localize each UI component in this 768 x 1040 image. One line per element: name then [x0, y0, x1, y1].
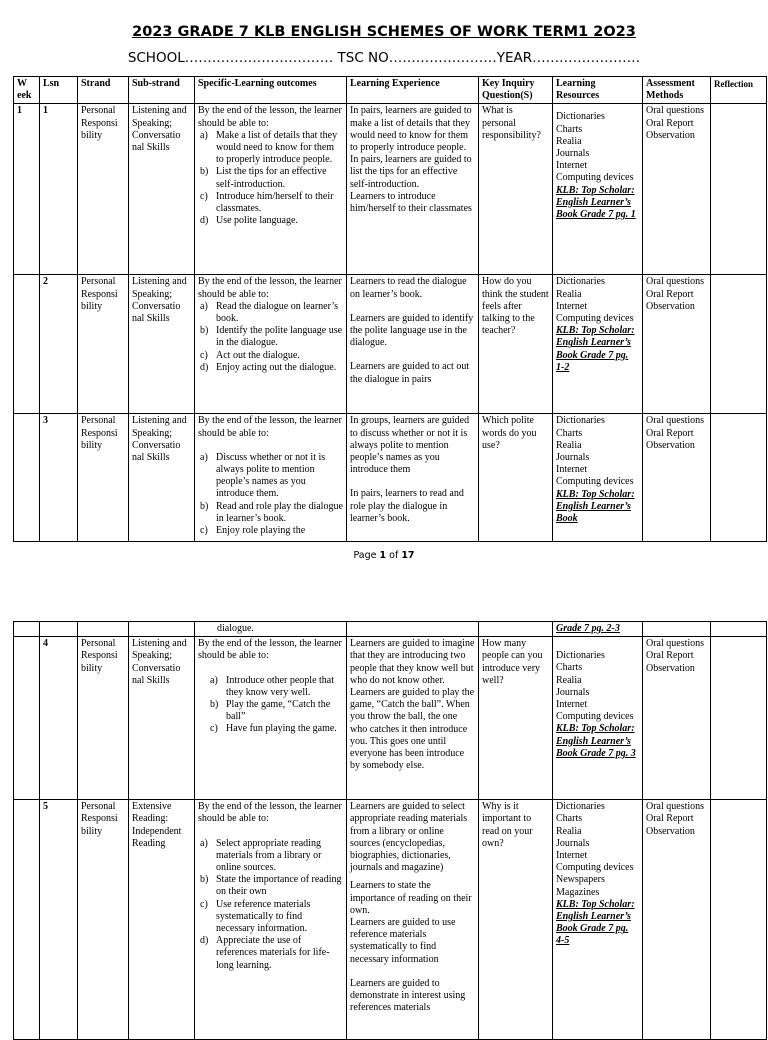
week-cell	[14, 622, 40, 637]
assessment-item: Oral questions	[646, 415, 705, 427]
outcome-item: Play the game, “Catch the ball”	[226, 699, 331, 723]
outcomes-intro: By the end of the lesson, the learner should be able to:	[198, 801, 342, 825]
outcome-item: State the importance of reading on their own	[216, 874, 342, 898]
resources-cell	[553, 104, 643, 275]
experience-para: Learners are guided to identify the polite language use in the dialogue.	[350, 312, 474, 349]
outcome-item: Discuss whether or not it is always polite to mention people’s names as you introduce them.	[216, 451, 326, 500]
inquiry-cell: What is personal responsibility?	[479, 104, 553, 275]
inquiry-cell: How do you think the student feels after talking to the teacher?	[479, 275, 553, 414]
assessment-item: Observation	[646, 439, 695, 451]
outcomes-cell	[195, 275, 347, 414]
outcome-item: Enjoy role playing the	[216, 525, 306, 537]
reflection-cell	[711, 104, 767, 275]
assessment-item: Oral questions	[646, 105, 705, 117]
resource-item: Computing devices	[556, 862, 634, 874]
resource-item: Computing devices	[556, 313, 634, 325]
outcomes-cell	[195, 800, 347, 1040]
resource-item: Magazines	[556, 886, 600, 898]
experience-para: Learners are guided to imagine that they are introducing two people that they know well but who do not know other.	[350, 638, 475, 686]
resource-item: Dictionaries	[556, 415, 605, 427]
strand-cell	[78, 622, 129, 637]
resource-item: Computing devices	[556, 711, 634, 723]
schemes-table-page-1	[13, 76, 767, 542]
header-week: W eek	[14, 77, 40, 104]
outcome-item: Identify the polite language use in the dialogue.	[216, 325, 343, 349]
assessment-item: Observation	[646, 825, 695, 837]
reflection-cell	[711, 622, 767, 637]
outcomes-list	[198, 675, 343, 736]
experience-para: Learners are guided to play the game, “Catch the ball”. When you throw the ball, the one who catches it then introduce you. This goes one until everyone has been introduce by somebody else.	[350, 687, 475, 772]
outcome-item: Enjoy acting out the dialogue.	[216, 361, 337, 373]
resource-item: Charts	[556, 427, 583, 439]
textbook-reference: Grade 7 pg. 2-3	[556, 623, 620, 634]
textbook-reference: KLB: Top Scholar: English Learner’s Book	[556, 488, 635, 525]
resources-cell	[553, 414, 643, 542]
outcomes-intro: By the end of the lesson, the learner should be able to:	[198, 105, 342, 129]
experience-para: In groups, learners are guided to discuss whether or not it is always polite to mention people’s names as you introduce them	[350, 415, 470, 476]
outcome-item: List the tips for an effective self-introduction.	[216, 166, 327, 190]
assessment-item: Oral Report	[646, 288, 694, 300]
table-header-row	[14, 77, 767, 104]
header-lesson: Lsn	[40, 77, 78, 104]
assessment-item: Observation	[646, 662, 695, 674]
week-cell	[14, 275, 40, 414]
strand-cell: Personal Responsi bility	[78, 414, 129, 542]
outcomes-list	[198, 301, 343, 374]
inquiry-cell	[479, 622, 553, 637]
page-footer: Page 1 of 17	[353, 550, 415, 561]
outcome-item: Introduce other people that they know very well.	[226, 674, 335, 698]
textbook-reference: KLB: Top Scholar: English Learner’s Book Grade 7 pg. 1	[556, 184, 636, 221]
assessment-cell	[643, 800, 711, 1040]
header-reflection: Reflection	[711, 77, 767, 104]
outcomes-list	[198, 130, 343, 228]
resource-item: Journals	[556, 148, 590, 160]
lesson-number: 1	[40, 104, 78, 275]
header-outcomes: Specific-Learning outcomes	[195, 77, 347, 104]
resources-cell	[553, 637, 643, 800]
outcome-item: Read and role play the dialogue in learner’s book.	[216, 500, 343, 524]
schemes-table-page-2	[13, 621, 767, 1040]
outcome-item: Read the dialogue on learner’s book.	[216, 300, 338, 325]
table-row	[14, 800, 767, 1040]
assessment-item: Oral Report	[646, 813, 694, 825]
outcome-item: Have fun playing the game.	[226, 723, 337, 735]
resource-item: Internet	[556, 300, 588, 312]
experience-cell	[347, 104, 479, 275]
resource-item: Charts	[556, 123, 583, 135]
outcome-item: Act out the dialogue.	[216, 349, 300, 361]
week-cell	[14, 800, 40, 1040]
assessment-item: Oral Report	[646, 427, 694, 439]
table-row	[14, 104, 767, 275]
resource-item: Dictionaries	[556, 801, 605, 813]
header-inquiry: Key Inquiry Question(S)	[479, 77, 553, 104]
resource-item: Realia	[556, 288, 582, 300]
inquiry-cell: How many people can you introduce very well?	[479, 637, 553, 800]
header-strand: Strand	[78, 77, 129, 104]
table-row	[14, 637, 767, 800]
assessment-item: Observation	[646, 300, 695, 312]
lesson-cell	[40, 622, 78, 637]
assessment-item: Oral Report	[646, 650, 694, 662]
lesson-number: 2	[40, 275, 78, 414]
current-page-number: 1	[379, 550, 387, 561]
assessment-item: Oral questions	[646, 801, 705, 813]
header-resources: Learning Resources	[553, 77, 643, 104]
lesson-number: 3	[40, 414, 78, 542]
inquiry-cell: Why is it important to read on your own?	[479, 800, 553, 1040]
resource-item: Realia	[556, 135, 582, 147]
resource-item: Computing devices	[556, 172, 634, 184]
resource-item: Internet	[556, 160, 588, 172]
resource-item: Internet	[556, 464, 588, 476]
table-row-continuation	[14, 622, 767, 637]
outcomes-intro: By the end of the lesson, the learner should be able to:	[198, 276, 342, 300]
school-details-line: SCHOOL…………………………… TSC NO……………………YEAR……………………	[127, 50, 641, 66]
outcomes-intro: By the end of the lesson, the learner should be able to:	[198, 415, 342, 439]
outcomes-list	[198, 838, 343, 972]
experience-para: Learners to introduce him/herself to their classmates	[350, 190, 472, 215]
outcome-continuation: dialogue.	[217, 623, 254, 634]
week-number: 1	[14, 104, 40, 275]
header-experience: Learning Experience	[347, 77, 479, 104]
experience-para: Learners to read the dialogue on learner’s book.	[350, 276, 467, 300]
textbook-reference: KLB: Top Scholar: English Learner’s Book Grade 7 pg. 4-5	[556, 898, 635, 947]
resource-item: Charts	[556, 662, 583, 674]
experience-cell	[347, 275, 479, 414]
strand-cell: Personal Responsi bility	[78, 104, 129, 275]
strand-cell: Personal Responsi bility	[78, 275, 129, 414]
resource-item: Journals	[556, 452, 590, 464]
outcome-item: Make a list of details that they would need to know for them to properly introduce people.	[216, 129, 338, 166]
assessment-cell	[643, 414, 711, 542]
experience-cell	[347, 637, 479, 800]
header-assessment: Assessment Methods	[643, 77, 711, 104]
resource-item: Charts	[556, 813, 583, 825]
inquiry-cell: Which polite words do you use?	[479, 414, 553, 542]
resource-item: Dictionaries	[556, 111, 605, 123]
table-row	[14, 414, 767, 542]
strand-cell: Personal Responsi bility	[78, 800, 129, 1040]
resources-cell	[553, 275, 643, 414]
resource-item: Internet	[556, 850, 588, 862]
table-row	[14, 275, 767, 414]
textbook-reference: KLB: Top Scholar: English Learner’s Book Grade 7 pg. 1-2	[556, 325, 635, 373]
experience-para: In pairs, learners are guided to list the tips for an effective self-introduction.	[350, 154, 472, 190]
resource-item: Internet	[556, 699, 588, 711]
resource-item: Realia	[556, 825, 582, 837]
assessment-cell	[643, 104, 711, 275]
experience-para: Learners are guided to demonstrate in interest using references materials	[350, 977, 466, 1014]
substrand-cell: Extensive Reading: Independent Reading	[129, 800, 195, 1040]
resource-item: Realia	[556, 439, 582, 451]
experience-para: In pairs, learners are guided to make a list of details that they would need to know for them to properly introduce people.	[350, 105, 472, 154]
assessment-cell	[643, 622, 711, 637]
experience-para: Learners to state the importance of reading on their own.	[350, 880, 472, 916]
resources-cell	[553, 622, 643, 637]
resource-item: Journals	[556, 686, 590, 698]
outcomes-cell	[195, 414, 347, 542]
experience-cell	[347, 414, 479, 542]
outcome-item: Select appropriate reading materials from a library or online sources.	[216, 837, 322, 874]
outcome-item: Appreciate the use of references materials for life-long learning.	[216, 935, 330, 971]
outcomes-list	[198, 452, 343, 537]
document-title: 2023 GRADE 7 KLB ENGLISH SCHEMES OF WORK TERM1 2O23	[132, 24, 636, 40]
outcomes-intro: By the end of the lesson, the learner should be able to:	[198, 638, 342, 662]
reflection-cell	[711, 414, 767, 542]
outcome-item: Introduce him/herself to their classmates.	[216, 190, 334, 215]
resource-item: Journals	[556, 837, 590, 849]
substrand-cell: Listening and Speaking; Conversatio nal Skills	[129, 275, 195, 414]
resource-item: Realia	[556, 674, 582, 686]
outcome-item: Use reference materials systematically to find necessary information.	[216, 898, 311, 935]
assessment-item: Observation	[646, 129, 695, 141]
outcomes-cell	[195, 637, 347, 800]
assessment-item: Oral questions	[646, 276, 705, 288]
reflection-cell	[711, 800, 767, 1040]
outcome-item: Use polite language.	[216, 215, 298, 227]
resources-cell	[553, 800, 643, 1040]
lesson-number: 5	[40, 800, 78, 1040]
resource-item: Computing devices	[556, 476, 634, 488]
lesson-number: 4	[40, 637, 78, 800]
substrand-cell: Listening and Speaking; Conversatio nal Skills	[129, 637, 195, 800]
resource-item: Dictionaries	[556, 276, 605, 288]
experience-cell	[347, 800, 479, 1040]
experience-para: Learners are guided to use reference materials systematically to find necessary information	[350, 917, 456, 965]
textbook-reference: KLB: Top Scholar: English Learner’s Book Grade 7 pg. 3	[556, 723, 636, 759]
strand-cell: Personal Responsi bility	[78, 637, 129, 800]
outcomes-cell	[195, 622, 347, 637]
week-cell	[14, 414, 40, 542]
resource-item: Dictionaries	[556, 650, 605, 662]
substrand-cell: Listening and Speaking; Conversatio nal Skills	[129, 104, 195, 275]
assessment-item: Oral questions	[646, 638, 705, 650]
total-pages: 17	[401, 550, 415, 561]
reflection-cell	[711, 637, 767, 800]
assessment-item: Oral Report	[646, 117, 694, 129]
experience-cell	[347, 622, 479, 637]
week-cell	[14, 637, 40, 800]
assessment-cell	[643, 275, 711, 414]
experience-para: In pairs, learners to read and role play the dialogue in learner’s book.	[350, 488, 464, 524]
experience-para: Learners are guided to select appropriate reading materials from a library or online sources (encyclopedias, biographies, dictionaries, journals and magazine)	[350, 801, 468, 874]
substrand-cell	[129, 622, 195, 637]
substrand-cell: Listening and Speaking; Conversatio nal Skills	[129, 414, 195, 542]
assessment-cell	[643, 637, 711, 800]
experience-para: Learners are guided to act out the dialogue in pairs	[350, 361, 470, 385]
reflection-cell	[711, 275, 767, 414]
resource-item: Newspapers	[556, 874, 605, 886]
outcomes-cell	[195, 104, 347, 275]
header-substrand: Sub-strand	[129, 77, 195, 104]
